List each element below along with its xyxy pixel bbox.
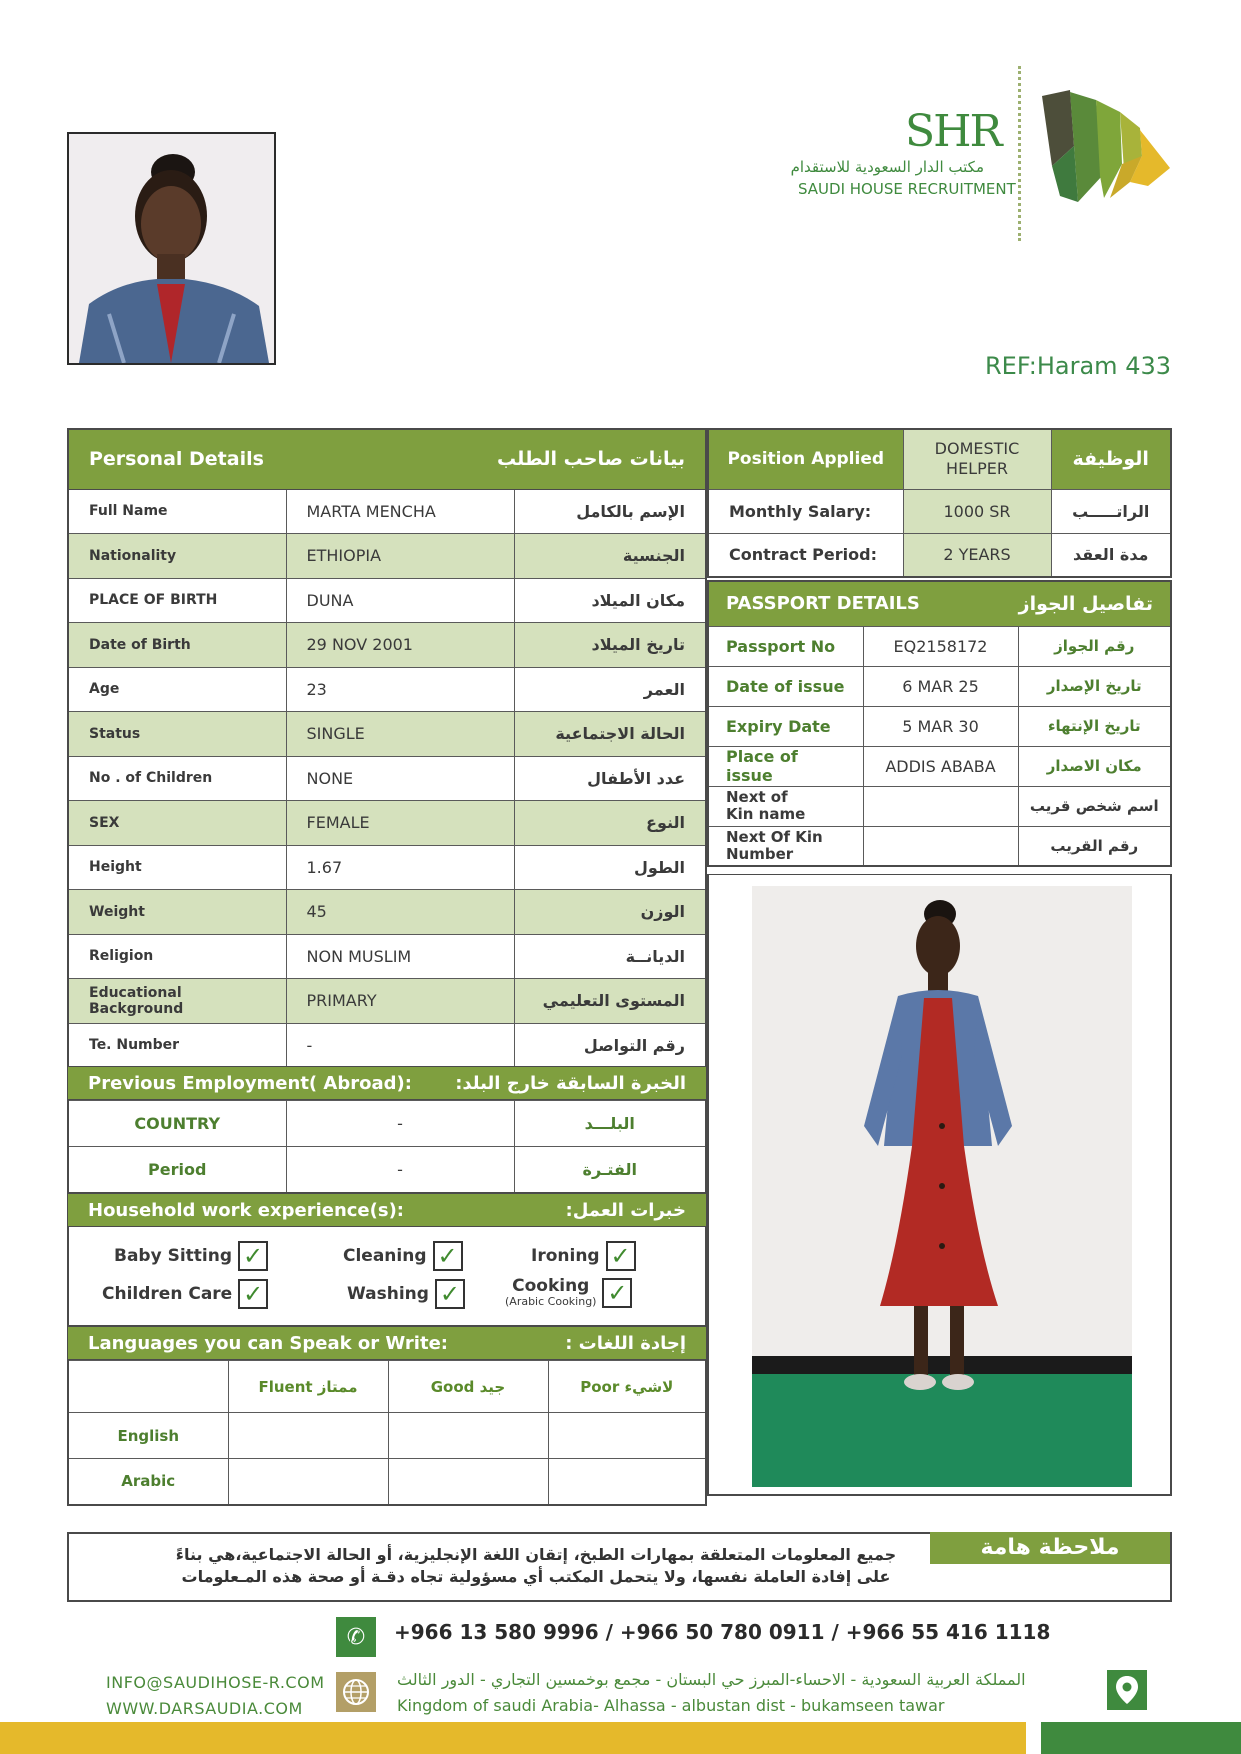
passport-row-label-ar: تاريخ الإنتهاء bbox=[1018, 706, 1171, 746]
lang-cell bbox=[228, 1459, 388, 1505]
row-value: SINGLE bbox=[286, 712, 514, 757]
kin-name-label-line1: Next of bbox=[726, 788, 788, 806]
location-pin-icon bbox=[1107, 1670, 1147, 1710]
personal-details-title-ar: بيانات صاحب الطلب bbox=[497, 448, 685, 471]
passport-row-label-ar: مكان الاصدار bbox=[1018, 746, 1171, 786]
logo-divider bbox=[1018, 66, 1021, 241]
portrait-illustration bbox=[69, 134, 274, 363]
lang-cell bbox=[388, 1459, 548, 1505]
previous-employment-header bbox=[67, 1066, 707, 1100]
row-value: 1.67 bbox=[286, 845, 514, 890]
checkbox-checked: ✓ bbox=[602, 1278, 632, 1308]
table-row bbox=[68, 1147, 706, 1193]
row-value: - bbox=[286, 1023, 514, 1068]
passport-row-value: 5 MAR 30 bbox=[863, 706, 1018, 746]
row-value: FEMALE bbox=[286, 801, 514, 846]
row-label-ar: النوع bbox=[514, 801, 706, 846]
passport-row-value: 6 MAR 25 bbox=[863, 666, 1018, 706]
row-value: 29 NOV 2001 bbox=[286, 623, 514, 668]
email-link[interactable]: INFO@SAUDIHOSE-R.COM bbox=[106, 1673, 325, 1692]
row-label-ar: الجنسية bbox=[514, 534, 706, 579]
row-value: 23 bbox=[286, 667, 514, 712]
passport-row-label-ar: تاريخ الإصدار bbox=[1018, 666, 1171, 706]
skill-label: Cooking bbox=[512, 1276, 590, 1296]
portrait-photo bbox=[67, 132, 276, 365]
row-label: Status bbox=[68, 712, 286, 757]
full-body-photo bbox=[752, 886, 1132, 1487]
checkbox-checked: ✓ bbox=[238, 1279, 268, 1309]
phone-numbers: +966 13 580 9996 / +966 50 780 0911 / +966 55 416 1118 bbox=[394, 1620, 1051, 1644]
skill-label: Ironing bbox=[531, 1246, 600, 1266]
position-table bbox=[707, 428, 1172, 578]
lang-cell bbox=[228, 1413, 388, 1459]
row-value: MARTA MENCHA bbox=[286, 489, 514, 534]
globe-icon bbox=[336, 1672, 376, 1712]
note-line-2: على إفادة العاملة نفسها، ولا يتحمل المكتب أي مسؤولية تجاه دقـة أو صحة هذه المـعلومات bbox=[181, 1567, 891, 1586]
personal-details-table bbox=[67, 428, 707, 1069]
address bbox=[397, 1667, 1092, 1719]
household-title-en: Household work experience(s): bbox=[88, 1199, 405, 1221]
checkbox-checked: ✓ bbox=[238, 1241, 268, 1271]
table-row bbox=[68, 845, 706, 890]
table-row bbox=[68, 1023, 706, 1068]
checkbox-checked: ✓ bbox=[433, 1241, 463, 1271]
phone-icon: ✆ bbox=[336, 1617, 376, 1657]
table-row bbox=[708, 706, 1171, 746]
important-note-text bbox=[156, 1544, 916, 1588]
row-label-ar: رقم التواصل bbox=[514, 1023, 706, 1068]
passport-row-value: ADDIS ABABA bbox=[863, 746, 1018, 786]
table-row bbox=[68, 489, 706, 534]
position-label: Position Applied bbox=[708, 429, 903, 489]
full-body-illustration bbox=[752, 886, 1132, 1487]
skill-cooking bbox=[505, 1277, 632, 1308]
table-row bbox=[68, 979, 706, 1024]
household-title-ar: خبرات العمل: bbox=[565, 1199, 686, 1221]
row-label-ar: المستوى التعليمي bbox=[514, 979, 706, 1024]
row-label: Height bbox=[68, 845, 286, 890]
table-row bbox=[708, 746, 1171, 786]
company-logo bbox=[790, 66, 1180, 241]
logo-name-arabic: مكتب الدار السعودية للاستقدام bbox=[790, 158, 984, 176]
kin-number-label-line2: Number bbox=[726, 844, 794, 863]
footer-bar-green bbox=[1041, 1722, 1241, 1754]
passport-row-label: Date of issue bbox=[708, 666, 863, 706]
row-value: 45 bbox=[286, 890, 514, 935]
position-label-ar: الوظيفة bbox=[1051, 429, 1171, 489]
table-row bbox=[708, 786, 1171, 826]
row-label-ar: الإسم بالكامل bbox=[514, 489, 706, 534]
table-row bbox=[68, 1101, 706, 1147]
passport-row-label-ar: رقم الجواز bbox=[1018, 626, 1171, 666]
note-line-1: جميع المعلومات المتعلقة بمهارات الطبخ، إتقان اللغة الإنجليزية، أو الحالة الاجتماعية،هي بناءً bbox=[175, 1545, 897, 1564]
lang-col-fluent: Fluent ممتاز bbox=[228, 1361, 388, 1413]
table-row bbox=[708, 626, 1171, 666]
row-label: Te. Number bbox=[68, 1023, 286, 1068]
kin-name-label bbox=[708, 786, 863, 826]
country-value: - bbox=[286, 1101, 514, 1147]
skill-label: Cleaning bbox=[343, 1246, 427, 1266]
address-english: Kingdom of saudi Arabia- Alhassa - albustan dist - bukamseen tawar bbox=[397, 1696, 945, 1715]
row-label: SEX bbox=[68, 801, 286, 846]
logo-monogram: SHR bbox=[905, 106, 1001, 157]
row-label-ar: تاريخ الميلاد bbox=[514, 623, 706, 668]
previous-employment-title-en: Previous Employment( Abroad): bbox=[88, 1072, 412, 1094]
contract-label: Contract Period: bbox=[708, 533, 903, 577]
period-value: - bbox=[286, 1147, 514, 1193]
languages-table bbox=[67, 1360, 707, 1506]
row-label: PLACE OF BIRTH bbox=[68, 578, 286, 623]
passport-row-label: Place of issue bbox=[708, 746, 863, 786]
row-value: DUNA bbox=[286, 578, 514, 623]
lang-arabic: Arabic bbox=[68, 1459, 228, 1505]
table-row bbox=[68, 667, 706, 712]
country-label-ar: البلـــد bbox=[514, 1101, 706, 1147]
kin-number-value bbox=[863, 826, 1018, 866]
table-row bbox=[68, 756, 706, 801]
lang-col-poor: Poor لاشيء bbox=[548, 1361, 706, 1413]
country-label: COUNTRY bbox=[68, 1101, 286, 1147]
position-value: DOMESTIC HELPER bbox=[903, 429, 1051, 489]
important-note-title: ملاحظة هامة bbox=[930, 1532, 1170, 1564]
row-value: PRIMARY bbox=[286, 979, 514, 1024]
row-label: Educational Background bbox=[68, 979, 286, 1024]
table-row bbox=[68, 1413, 706, 1459]
table-row bbox=[708, 666, 1171, 706]
row-label: Age bbox=[68, 667, 286, 712]
row-label: Nationality bbox=[68, 534, 286, 579]
kin-name-value bbox=[863, 786, 1018, 826]
skill-cleaning bbox=[343, 1241, 463, 1271]
lang-col-good: Good جيد bbox=[388, 1361, 548, 1413]
row-label: Date of Birth bbox=[68, 623, 286, 668]
row-label: Full Name bbox=[68, 489, 286, 534]
kin-number-label bbox=[708, 826, 863, 866]
passport-title-en: PASSPORT DETAILS bbox=[726, 593, 920, 615]
passport-title-ar: تفاصيل الجواز bbox=[1018, 592, 1153, 615]
personal-details-header bbox=[68, 429, 706, 489]
contract-value: 2 YEARS bbox=[903, 533, 1051, 577]
previous-employment-table bbox=[67, 1100, 707, 1194]
row-label-ar: الديانــة bbox=[514, 934, 706, 979]
checkbox-checked: ✓ bbox=[435, 1279, 465, 1309]
period-label: Period bbox=[68, 1147, 286, 1193]
globe-icon-svg bbox=[341, 1677, 371, 1707]
row-value: NONE bbox=[286, 756, 514, 801]
kin-number-label-ar: رقم القريب bbox=[1018, 826, 1171, 866]
row-label: Weight bbox=[68, 890, 286, 935]
row-label: No . of Children bbox=[68, 756, 286, 801]
table-row bbox=[68, 801, 706, 846]
table-row bbox=[68, 934, 706, 979]
household-header bbox=[67, 1193, 707, 1227]
lang-cell bbox=[388, 1413, 548, 1459]
footer-bar-yellow bbox=[0, 1722, 1026, 1754]
lang-cell bbox=[548, 1413, 706, 1459]
table-row bbox=[68, 1361, 706, 1413]
row-value: NON MUSLIM bbox=[286, 934, 514, 979]
row-label-ar: الحالة الاجتماعية bbox=[514, 712, 706, 757]
row-label-ar: العمر bbox=[514, 667, 706, 712]
table-row bbox=[68, 890, 706, 935]
row-label-ar: عدد الأطفال bbox=[514, 756, 706, 801]
table-row bbox=[68, 534, 706, 579]
previous-employment-title-ar: الخبرة السابقة خارج البلد: bbox=[455, 1072, 686, 1094]
row-label-ar: مكان الميلاد bbox=[514, 578, 706, 623]
skill-washing bbox=[347, 1279, 465, 1309]
passport-row-label: Expiry Date bbox=[708, 706, 863, 746]
contact-web bbox=[106, 1670, 325, 1722]
household-checklist bbox=[67, 1227, 707, 1326]
address-arabic: المملكة العربية السعودية - الاحساء-المبرز حي البستان - مجمع بوخمسين التجاري - الدور الثالث bbox=[397, 1670, 1026, 1689]
passport-row-value: EQ2158172 bbox=[863, 626, 1018, 666]
languages-title-ar: إجادة اللغات : bbox=[565, 1332, 686, 1354]
languages-title-en: Languages you can Speak or Write: bbox=[88, 1332, 448, 1354]
skill-children-care bbox=[102, 1279, 268, 1309]
skill-label: Children Care bbox=[102, 1284, 233, 1304]
skill-note: (Arabic Cooking) bbox=[505, 1295, 597, 1308]
lang-corner-cell bbox=[68, 1361, 228, 1413]
salary-label: Monthly Salary: bbox=[708, 489, 903, 533]
checkbox-checked: ✓ bbox=[606, 1241, 636, 1271]
salary-value: 1000 SR bbox=[903, 489, 1051, 533]
skill-label: Baby Sitting bbox=[114, 1246, 233, 1266]
location-pin-svg bbox=[1114, 1674, 1140, 1706]
kin-name-label-line2: Kin name bbox=[726, 805, 806, 823]
table-row bbox=[68, 578, 706, 623]
reference-number: REF:Haram 433 bbox=[984, 352, 1171, 380]
skill-label: Washing bbox=[347, 1284, 429, 1304]
skill-label-group bbox=[505, 1277, 596, 1308]
period-label-ar: الفتـرة bbox=[514, 1147, 706, 1193]
kin-name-label-ar: اسم شخص قريب bbox=[1018, 786, 1171, 826]
table-row bbox=[68, 1459, 706, 1505]
skill-baby-sitting bbox=[114, 1241, 268, 1271]
kin-number-label-line1: Next Of Kin bbox=[726, 827, 823, 846]
table-row bbox=[68, 712, 706, 757]
row-value: ETHIOPIA bbox=[286, 534, 514, 579]
website-link[interactable]: WWW.DARSAUDIA.COM bbox=[106, 1699, 303, 1718]
table-row bbox=[708, 826, 1171, 866]
row-label-ar: الطول bbox=[514, 845, 706, 890]
contract-label-ar: مدة العقد bbox=[1051, 533, 1171, 577]
languages-header bbox=[67, 1326, 707, 1360]
passport-table bbox=[707, 580, 1172, 867]
row-label: Religion bbox=[68, 934, 286, 979]
skill-ironing bbox=[531, 1241, 636, 1271]
logo-name-english: SAUDI HOUSE RECRUITMENT bbox=[798, 180, 1016, 198]
row-label-ar: الوزن bbox=[514, 890, 706, 935]
personal-details-title-en: Personal Details bbox=[89, 448, 264, 471]
table-row bbox=[68, 623, 706, 668]
salary-label-ar: الراتـــــب bbox=[1051, 489, 1171, 533]
lang-english: English bbox=[68, 1413, 228, 1459]
lang-cell bbox=[548, 1459, 706, 1505]
passport-row-label: Passport No bbox=[708, 626, 863, 666]
saudi-map-icon bbox=[1030, 86, 1180, 216]
